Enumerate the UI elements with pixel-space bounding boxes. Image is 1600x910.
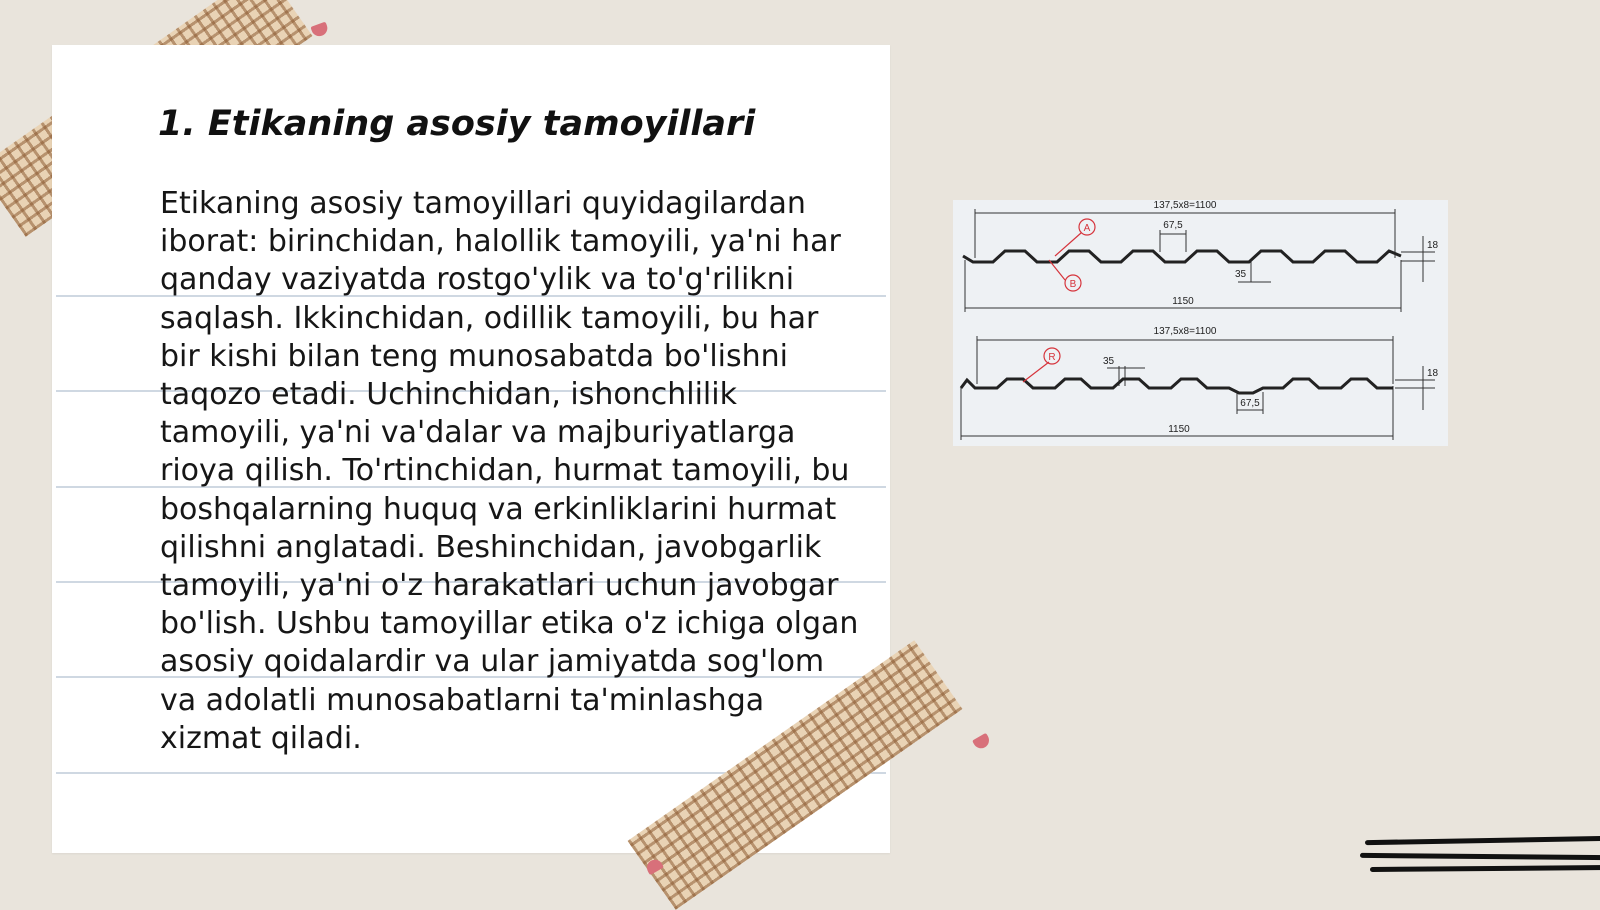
marker-b: B [1069, 279, 1077, 290]
decorative-lines [1340, 836, 1600, 886]
top-pitch-dimension: 67,5 [1163, 220, 1183, 231]
bottom-gap-dimension: 35 [1103, 356, 1115, 367]
bottom-overall-dimension: 137,5x8=1100 [1153, 326, 1217, 337]
marker-a: A [1083, 223, 1091, 234]
decorative-line [1365, 836, 1600, 845]
bottom-pitch-dimension: 67,5 [1240, 398, 1260, 409]
decorative-line [1370, 865, 1600, 872]
top-profile-line [963, 251, 1401, 262]
bottom-height-dimension: 18 [1427, 368, 1439, 379]
top-width-dimension: 1150 [1172, 296, 1194, 307]
bottom-width-dimension: 1150 [1168, 424, 1190, 435]
slide-title: 1. Etikaning asosiy tamoyillari [158, 104, 756, 144]
bottom-profile-line [961, 379, 1393, 393]
decorative-line [1360, 853, 1600, 860]
tape-pin-bottom [972, 733, 992, 751]
slide-body-text: Etikaning asosiy tamoyillari quyidagilardan iborat: birinchidan, halollik tamoyili, ya'ni har qanday vaziyatda rostgo'ylik va to'g'rilikni saqlash. Ikkinchidan, odillik tamoyili, bu har bir kishi bilan teng munosabatda bo'lishni taqozo etadi. Uchinchidan, ishonchlilik tamoyili, ya'ni va'dalar va majburiyatlarga rioya qilish. To'rtinchidan, hurmat tamoyili, bu boshqalarning huquq va erkinliklarini hurmat qilishni anglatadi. Beshinchidan, javobgarlik tamoyili, ya'ni o'z harakatlari uchun javobgar bo'lish. Ushbu tamoyillar etika o'z ichiga olgan asosiy qoidalardir va ular jamiyatda sog'lom va adolatli munosabatlarni ta'minlashga xizmat qiladi. [160, 186, 859, 756]
top-overall-dimension: 137,5x8=1100 [1153, 200, 1217, 211]
marker-r: R [1048, 352, 1056, 363]
technical-drawing-svg [953, 200, 1448, 446]
tape-pin-top [310, 22, 329, 39]
top-height-dimension: 18 [1427, 240, 1439, 251]
top-gap-dimension: 35 [1235, 269, 1247, 280]
corrugated-sheet-drawing [953, 200, 1448, 446]
